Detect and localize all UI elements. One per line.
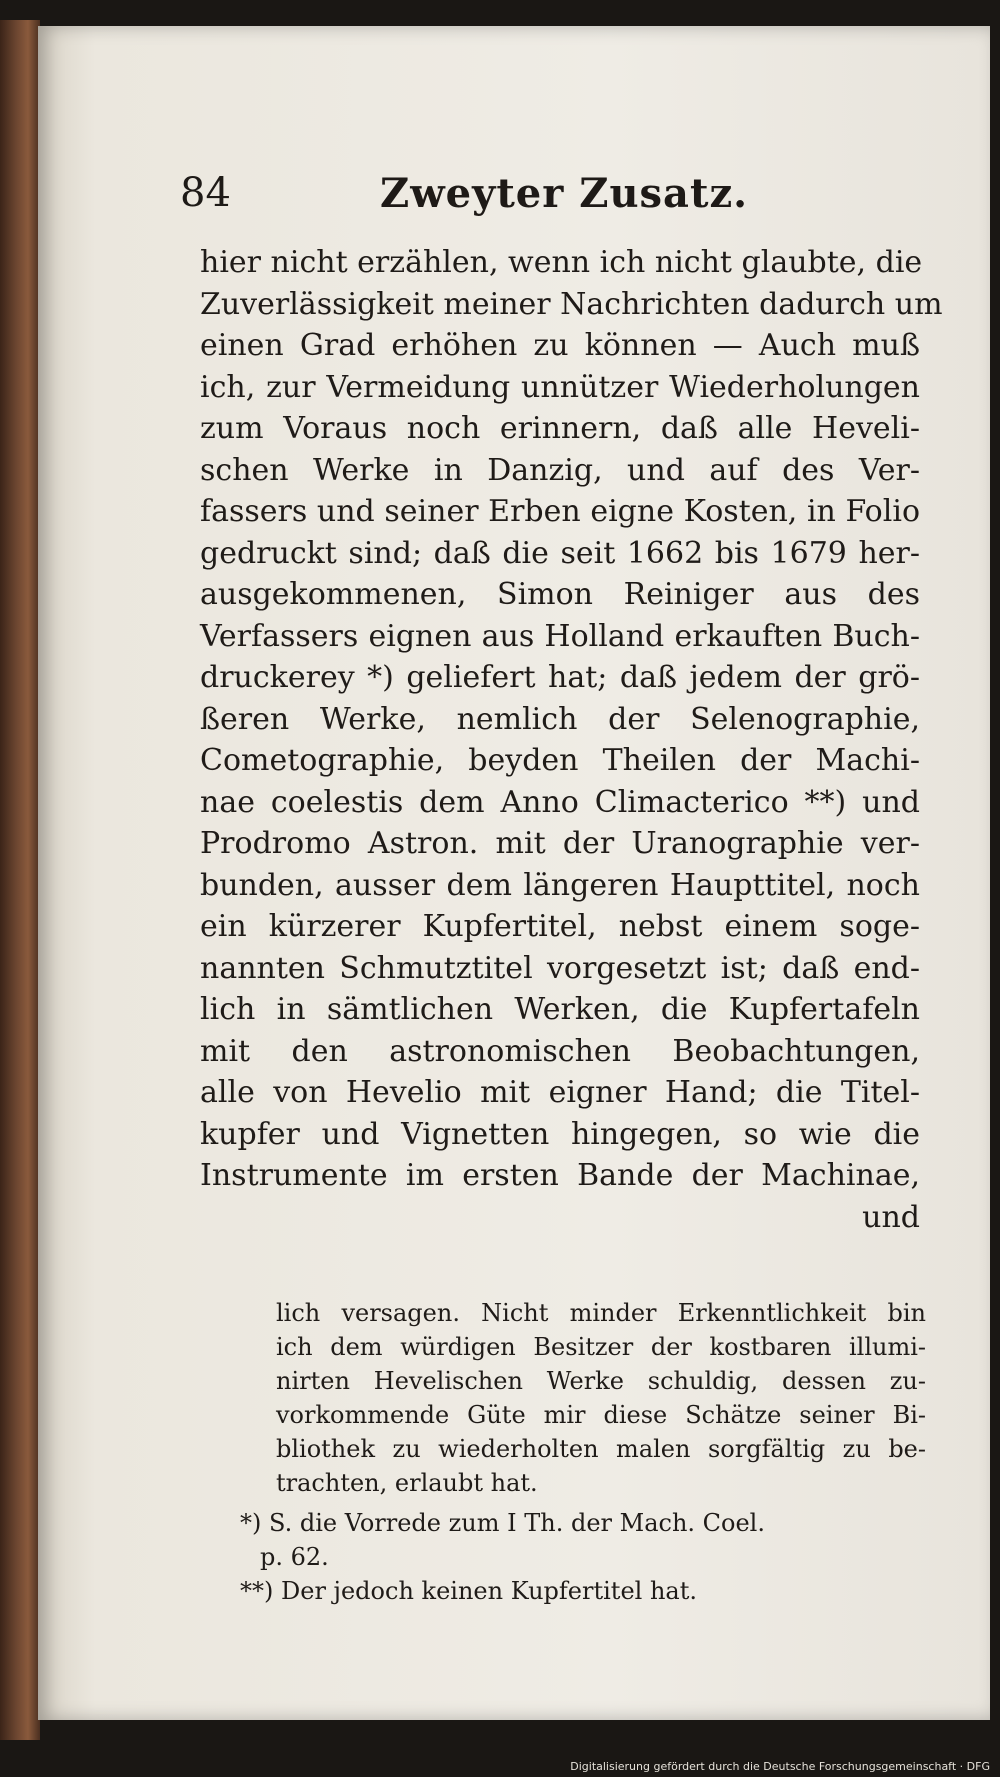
text-line: druckerey *) geliefert hat; daß jedem der grö- bbox=[200, 660, 920, 695]
footnote-line: p. 62. bbox=[260, 1543, 329, 1571]
footnote-line: **) Der jedoch keinen Kupfertitel hat. bbox=[240, 1577, 697, 1605]
footnote-line: lich versagen. Nicht minder Erkenntlichkeit bin bbox=[276, 1299, 926, 1327]
text-line: Zuverlässigkeit meiner Nachrichten dadurch um bbox=[200, 286, 943, 322]
footnote-line: nirten Hevelischen Werke schuldig, dessen zu- bbox=[276, 1367, 926, 1395]
text-line: ßeren Werke, nemlich der Selenographie, bbox=[200, 701, 920, 737]
text-line: kupfer und Vignetten hingegen, so wie die bbox=[200, 1116, 920, 1152]
running-head: Zweyter Zusatz. bbox=[380, 170, 749, 217]
text-line: ausgekommenen, Simon Reiniger aus des bbox=[200, 577, 920, 612]
digitization-credit: Digitalisierung gefördert durch die Deutsche Forschungsgemeinschaft · DFG bbox=[570, 1760, 990, 1773]
footnote-single-asterisk bbox=[240, 1506, 930, 1574]
page-number: 84 bbox=[180, 170, 231, 216]
text-line: mit den astronomischen Beobachtungen, bbox=[200, 1033, 920, 1069]
text-line: Prodromo Astron. mit der Uranographie ver- bbox=[200, 826, 920, 861]
text-line: fassers und seiner Erben eigne Kosten, in Folio bbox=[200, 494, 920, 529]
text-line: zum Voraus noch erinnern, daß alle Heveli- bbox=[200, 411, 920, 446]
footnote-continuation bbox=[276, 1296, 926, 1500]
text-line: nae coelestis dem Anno Climacterico **) und bbox=[200, 784, 920, 820]
main-text bbox=[200, 242, 943, 1238]
text-line: schen Werke in Danzig, und auf des Ver- bbox=[200, 452, 920, 488]
footnote-line: vorkommende Güte mir diese Schätze seiner Bi- bbox=[276, 1401, 926, 1429]
book-edge bbox=[0, 20, 40, 1740]
text-line: ich, zur Vermeidung unnützer Wiederholungen bbox=[200, 369, 920, 405]
text-line: nannten Schmutztitel vorgesetzt ist; daß end- bbox=[200, 950, 920, 986]
footnote-double-asterisk bbox=[240, 1574, 930, 1608]
text-line: hier nicht erzählen, wenn ich nicht glaubte, die bbox=[200, 245, 923, 280]
footnote-line: trachten, erlaubt hat. bbox=[276, 1469, 538, 1497]
footnote-line: bliothek zu wiederholten malen sorgfältig zu be- bbox=[276, 1435, 926, 1463]
text-line: bunden, ausser dem längeren Haupttitel, noch bbox=[200, 867, 920, 903]
catchword: und bbox=[862, 1199, 920, 1235]
page-header bbox=[140, 170, 900, 230]
text-line: gedruckt sind; daß die seit 1662 bis 1679 her- bbox=[200, 535, 920, 571]
text-line: ein kürzerer Kupfertitel, nebst einem soge- bbox=[200, 909, 920, 944]
text-line: einen Grad erhöhen zu können — Auch muß bbox=[200, 328, 920, 363]
text-line: Cometographie, beyden Theilen der Machi- bbox=[200, 743, 920, 778]
text-line: alle von Hevelio mit eigner Hand; die Titel- bbox=[200, 1075, 920, 1110]
text-line: lich in sämtlichen Werken, die Kupfertafeln bbox=[200, 992, 920, 1027]
text-line: Verfassers eignen aus Holland erkauften Buch- bbox=[200, 618, 920, 654]
footnote-line: ich dem würdigen Besitzer der kostbaren illumi- bbox=[276, 1333, 926, 1361]
text-line: Instrumente im ersten Bande der Machinae, bbox=[200, 1158, 920, 1193]
footnote-line: *) S. die Vorrede zum I Th. der Mach. Coel. bbox=[240, 1509, 765, 1537]
